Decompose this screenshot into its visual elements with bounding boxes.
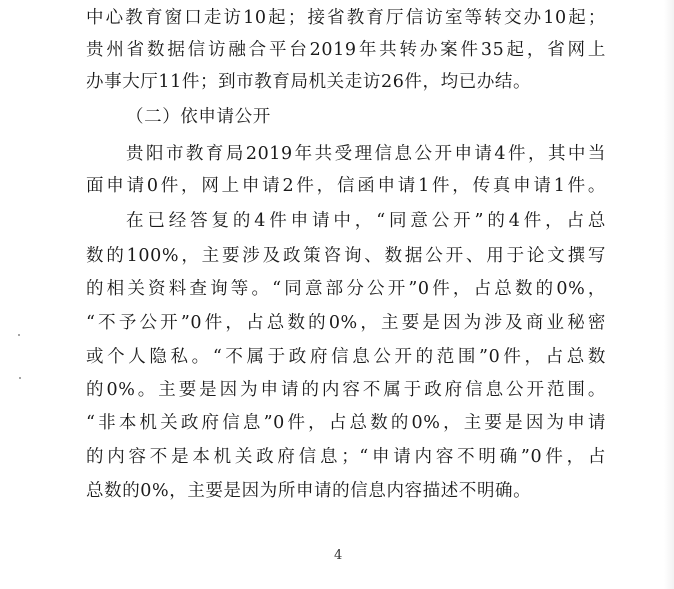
- text-line: 总数的0%，主要是因为所申请的信息内容描述不明确。: [86, 481, 532, 501]
- text-line: 的0%。主要是因为申请的内容不属于政府信息公开范围。: [86, 380, 606, 400]
- text-line: 的相关资料查询等。“同意部分公开”0件，占总数的0%，: [86, 279, 606, 299]
- text-line: “不予公开”0件，占总数的0%，主要是因为涉及商业秘密: [86, 313, 606, 333]
- text-line: 的内容不是本机关政府信息；“申请内容不明确”0件，占: [86, 447, 606, 467]
- text-line: 或个人隐私。“不属于政府信息公开的范围”0件，占总数: [86, 347, 606, 367]
- text-line: “非本机关政府信息”0件，占总数的0%，主要是因为申请: [86, 413, 606, 433]
- text-line: 中心教育窗口走访10起；接省教育厅信访室等转交办10起；: [86, 8, 606, 28]
- text-line: 数的100%，主要涉及政策咨询、数据公开、用于论文撰写: [86, 246, 606, 266]
- text-line: 办事大厅11件；到市教育局机关走访26件，均已办结。: [86, 72, 532, 92]
- scan-speck: [18, 334, 20, 336]
- section-heading: （二）依申请公开: [126, 107, 271, 127]
- scan-edge-shadow: [664, 0, 674, 589]
- text-line: 在已经答复的4件申请中，“同意公开”的4件，占总: [126, 211, 606, 231]
- text-line: 贵州省数据信访融合平台2019年共转办案件35起，省网上: [86, 40, 606, 60]
- page-number: 4: [334, 548, 343, 563]
- text-line: 面申请0件，网上申请2件，信函申请1件，传真申请1件。: [86, 176, 606, 196]
- scan-speck: [19, 377, 21, 379]
- text-line: 贵阳市教育局2019年共受理信息公开申请4件，其中当: [126, 144, 606, 164]
